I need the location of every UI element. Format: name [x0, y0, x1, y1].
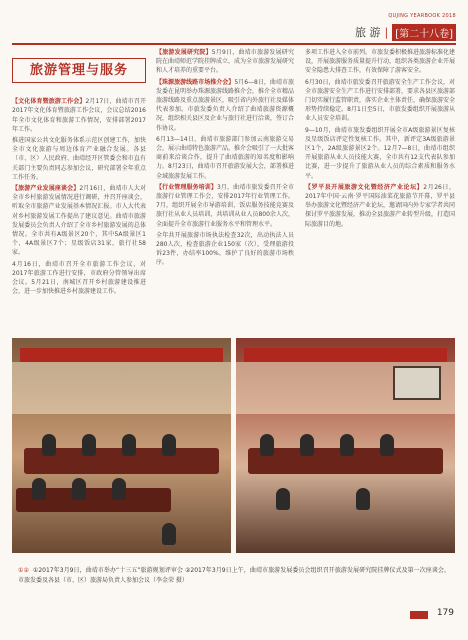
paragraph-heading: 【旅游产业发展座谈会】: [12, 185, 80, 193]
caption-number: ①②: [18, 567, 29, 574]
paragraph: [12, 260, 146, 297]
photo-person: [112, 478, 126, 500]
paragraph: [156, 78, 294, 133]
photo-person: [72, 478, 86, 500]
paragraph-text: 多项工作进入全市前列。市旅发委积极推进旅游标准化建设，开展旅游服务质量提升行动，组织各类旅游企业开展安全隐患大排查工作，有效保障了游客安全。: [305, 49, 456, 75]
photo-person: [32, 478, 46, 500]
caption-text: ①2017年3月9日，曲靖市举办“十三五”旅游规划评审会 ②2017年3月9日上午，曲靖市旅游发展委员会组织召开旅游发展研究院挂牌仪式及第一次座谈会，市旅发委及各县（市、区）旅游局负责人参加会议（李金荣 摄）: [18, 567, 450, 584]
paragraph-text: 9—10月，曲靖市旅发委组织开展全市A级旅游景区复核及星级饭店评定性复核工作。其中，新评定3A级旅游景区1个，2A级旅游景区2个。12月7—8日，曲靖市组织开展旅游从业人员技能大赛，全市共有12支代表队参加比赛，进一步提升了旅游从业人员的综合素质和服务水平。: [305, 126, 455, 180]
page-footer: [0, 605, 468, 625]
photo-banner: [244, 348, 447, 362]
meeting-photo-1: [12, 338, 231, 553]
paragraph: [156, 183, 294, 229]
section-header: [355, 24, 456, 40]
page-number: 179: [436, 608, 454, 618]
photo-person: [82, 434, 96, 456]
paragraph-text: 5月6—8日，曲靖市旅发委在昆明举办珠源旅游线路推介会，推介全市精品旅游线路及重点旅游景区，吸引省内外旅行社及媒体代表参加。市旅发委负责人介绍了曲靖旅游资源概况，组织相关县区及企业与旅行社进行洽谈，签订合作协议。: [156, 78, 295, 132]
photo-person: [122, 434, 136, 456]
paragraph: [156, 135, 294, 181]
photo-person: [356, 488, 370, 510]
paragraph-text: 2月17日，曲靖市召开2017年文化体育暨旅游工作会议，会议总结2016年全市文化体育和旅游工作情况，安排部署2017年工作。: [12, 98, 146, 133]
paragraph-text: 2月26日，2017年中国·云南·罗平国际油菜花旅游节开幕，罗平县举办旅游文化暨经济产业论坛，邀请国内外专家学者共同探讨罗平旅游发展，推动全县旅游产业转型升级，打造国际旅游目的地。: [305, 183, 456, 228]
photo-person: [162, 434, 176, 456]
paragraph-text: 2月16日，曲靖市人大对全市乡村旅游发展情况进行调研，并召开座谈会，听取全市旅游产业发展基本情况汇报。市人大代表对乡村旅游发展工作提出了建议意见。曲靖市旅游发展委员会负责人介绍了全市乡村旅游发展的总体情况。全市共有A级景区20个，其中5A级景区1个，4A级景区7个；星级饭店31家，旅行社58家。: [12, 185, 146, 257]
photo-person: [300, 434, 314, 456]
paragraph: [12, 184, 146, 258]
paragraph: [156, 231, 294, 268]
paragraph-heading: 【行业管理服务培训】: [156, 183, 217, 191]
paragraph: [305, 78, 455, 124]
header-separator: |: [384, 25, 389, 39]
paragraph: [305, 126, 455, 181]
header-rule: [12, 43, 456, 45]
column-3: [305, 48, 455, 231]
photo-person: [340, 434, 354, 456]
photo-strip: [12, 338, 455, 553]
paragraph-text: 5月9日，曲靖市旅游发展研究院在曲靖师范学院挂牌成立，成为全市旅游发展研究和人才培养的重要平台。: [156, 49, 295, 75]
paragraph: [12, 136, 146, 182]
paragraph-heading: 【罗平县开展旅游文化暨经济产业论坛】: [305, 183, 424, 191]
photo-person: [42, 434, 56, 456]
photo-banner: [20, 348, 223, 362]
article-title: 旅游管理与服务: [12, 58, 146, 83]
photo-wall: [12, 362, 231, 414]
paragraph-text: 6月30日，曲靖市旅发委召开旅游安全生产工作会议，对全市旅游安全生产工作进行安排部署，要求各县区旅游部门切实履行监管职责，落实企业主体责任，确保旅游安全形势持续稳定。8月1日至5日，市旅发委组织开展旅游从业人员安全培训。: [305, 78, 456, 123]
photo-person: [380, 434, 394, 456]
paragraph-heading: 【旅游发展研究院】: [156, 49, 212, 56]
paragraph: [305, 183, 455, 229]
paragraph-text: 3月，曲靖市旅发委召开全市旅游行业管理工作会，安排2017年行业管理工作。7月，组织开展全市导游培训、饭店服务技能竞赛及旅行社从业人员培训，共培训从业人员800余人次，全面提升全市旅游行业服务水平和管理水平。: [156, 183, 294, 228]
chapter-badge: [第二十八卷]: [392, 24, 456, 41]
meeting-photo-2: [236, 338, 455, 553]
paragraph-text: 6月13—14日，曲靖市旅游部门参加云南旅游交易会，展示曲靖特色旅游产品，推介会吸引了一大批客商前来洽谈合作，提升了曲靖旅游的知名度和影响力。8月23日，曲靖市召开旅游发展大会，部署推进全域旅游发展工作。: [156, 135, 295, 180]
photo-caption: [18, 566, 450, 586]
paragraph-text: 4月16日，曲靖市召开全市旅游工作会议，对2017年旅游工作进行安排，市政府分管领导出席会议。5月21日，南城区召开乡村旅游建设推进会，进一步加快推进乡村旅游建设工作。: [12, 260, 146, 296]
paragraph-text: 全年共开展旅游市场执法检查32次，出动执法人员280人次，检查旅游企业150家（次），受理旅游投诉23件，办结率100%，维护了良好的旅游市场秩序。: [156, 231, 294, 267]
photo-person: [260, 434, 274, 456]
column-2: [156, 48, 294, 270]
paragraph-heading: 【珠源旅游线路市场推介会】: [156, 78, 235, 86]
footer-bar: [410, 611, 428, 619]
column-1: [12, 48, 146, 298]
paragraph-heading: 【文化体育暨旅游工作会】: [12, 98, 86, 106]
photo-screen: [393, 366, 441, 400]
photo-person: [162, 523, 176, 545]
paragraph: [305, 48, 455, 76]
section-name: 旅 游: [354, 26, 381, 39]
paragraph: [12, 97, 146, 134]
paragraph-text: 推进国家公共文化服务体系示范区创建工作，加快全市文化旅游与周边体育产业融合发展。各县（市、区）人民政府、曲靖经开区管委会和市直有关部门主要负责同志参加会议，研究部署全年重点工作任务。: [12, 137, 146, 181]
paragraph: [156, 48, 294, 76]
photo-person: [276, 488, 290, 510]
yearbook-logo: QUJING YEARBOOK 2018: [388, 13, 456, 19]
